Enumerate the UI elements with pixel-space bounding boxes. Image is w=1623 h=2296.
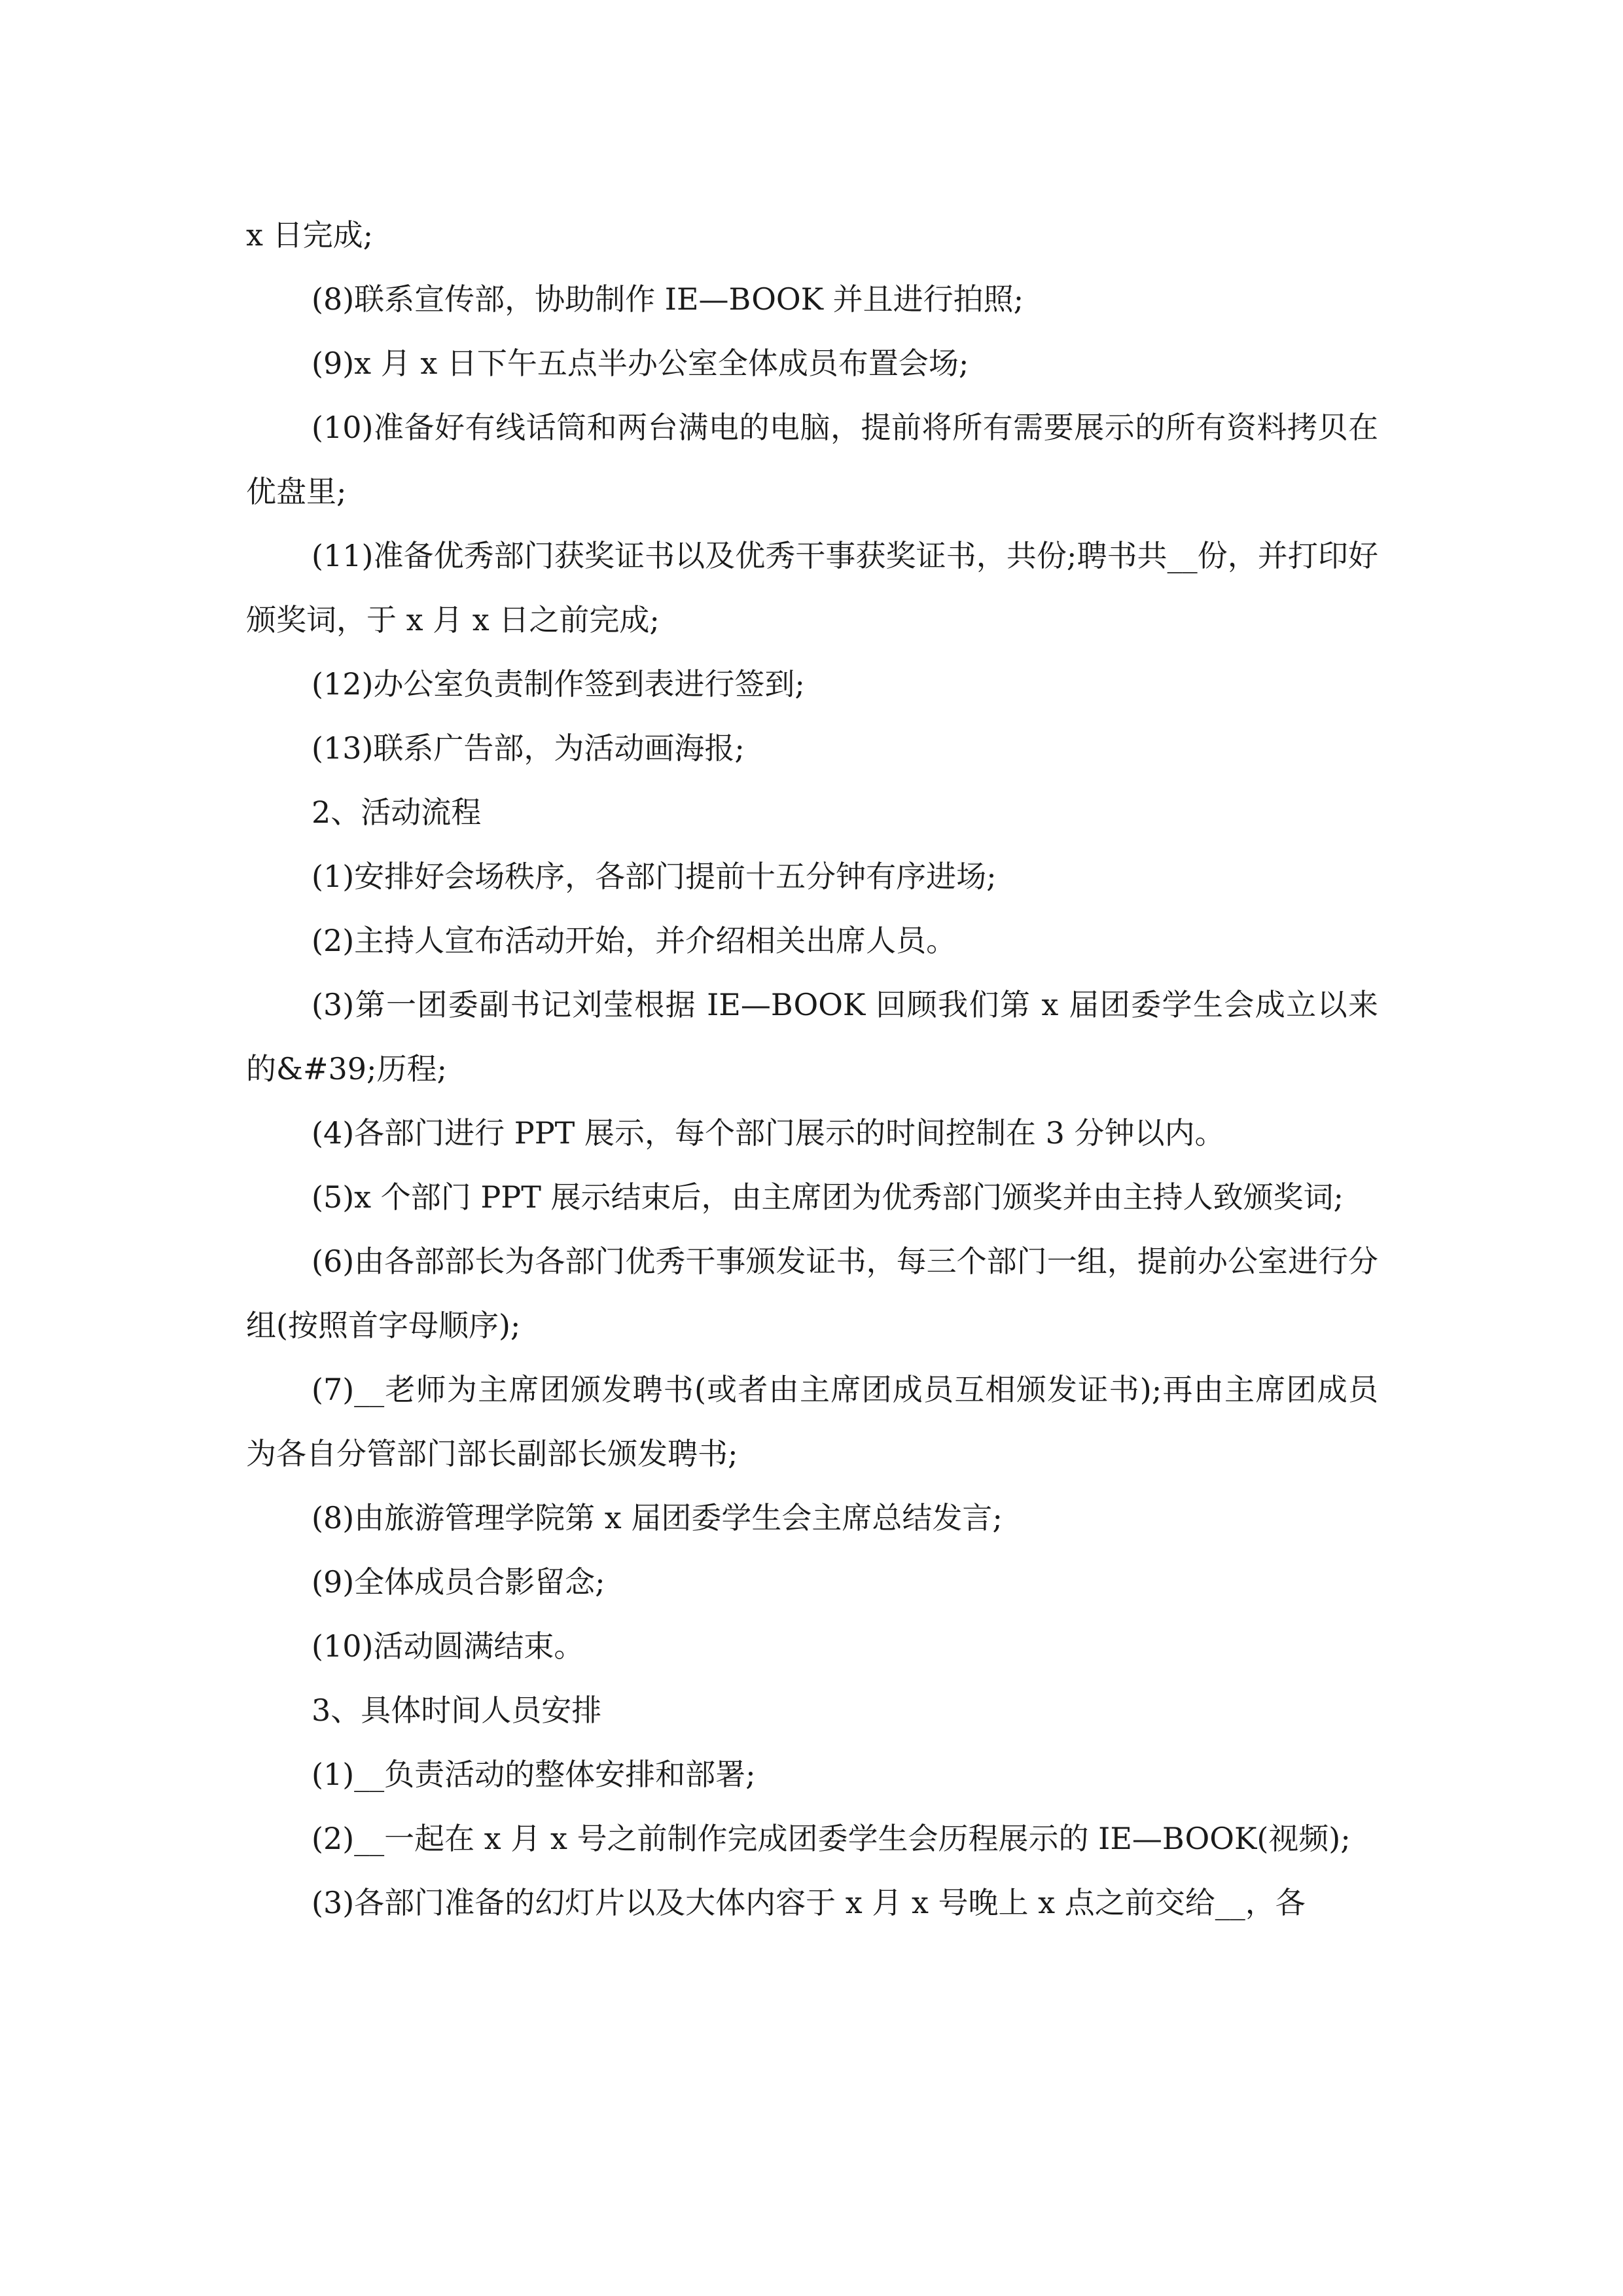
paragraph: (9)x 月 x 日下午五点半办公室全体成员布置会场; xyxy=(312,346,969,381)
paragraph: (2)主持人宣布活动开始，并介绍相关出席人员。 xyxy=(312,923,957,958)
section-heading: 2、活动流程 xyxy=(312,795,482,830)
paragraph: (12)办公室负责制作签到表进行签到; xyxy=(312,666,805,702)
paragraph: (9)全体成员合影留念; xyxy=(312,1564,605,1600)
paragraph: (8)由旅游管理学院第 x 届团委学生会主席总结发言; xyxy=(312,1500,1003,1535)
paragraph: (4)各部门进行 PPT 展示，每个部门展示的时间控制在 3 分钟以内。 xyxy=(312,1115,1225,1151)
paragraph: (7)__老师为主席团颁发聘书(或者由主席团成员互相颁发证书);再由主席团成员为各自分管部门部长副部长颁发聘书; xyxy=(246,1372,1378,1471)
paragraph: (3)第一团委副书记刘莹根据 IE—BOOK 回顾我们第 x 届团委学生会成立以来的&#39;历程; xyxy=(246,987,1378,1086)
paragraph: (2)__一起在 x 月 x 号之前制作完成团委学生会历程展示的 IE—BOOK(视频); xyxy=(312,1821,1351,1856)
paragraph: (11)准备优秀部门获奖证书以及优秀干事获奖证书，共份;聘书共__份，并打印好颁奖词，于 x 月 x 日之前完成; xyxy=(246,538,1378,637)
paragraph: (13)联系广告部，为活动画海报; xyxy=(312,730,745,766)
paragraph: (10)准备好有线话筒和两台满电的电脑，提前将所有需要展示的所有资料拷贝在优盘里; xyxy=(246,410,1378,509)
paragraph: (8)联系宣传部，协助制作 IE—BOOK 并且进行拍照; xyxy=(312,281,1024,317)
paragraph: (3)各部门准备的幻灯片以及大体内容于 x 月 x 号晚上 x 点之前交给__，各 xyxy=(312,1885,1306,1920)
paragraph: (5)x 个部门 PPT 展示结束后，由主席团为优秀部门颁奖并由主持人致颁奖词; xyxy=(312,1179,1344,1215)
paragraph: x 日完成; xyxy=(246,217,374,253)
paragraph: (1)__负责活动的整体安排和部署; xyxy=(312,1757,756,1792)
paragraph: (6)由各部部长为各部门优秀干事颁发证书，每三个部门一组，提前办公室进行分组(按照首字母顺序); xyxy=(246,1244,1378,1343)
document-body xyxy=(246,203,1378,1935)
paragraph: (1)安排好会场秩序，各部门提前十五分钟有序进场; xyxy=(312,859,997,894)
paragraph: (10)活动圆满结束。 xyxy=(312,1628,584,1664)
section-heading: 3、具体时间人员安排 xyxy=(312,1693,602,1728)
